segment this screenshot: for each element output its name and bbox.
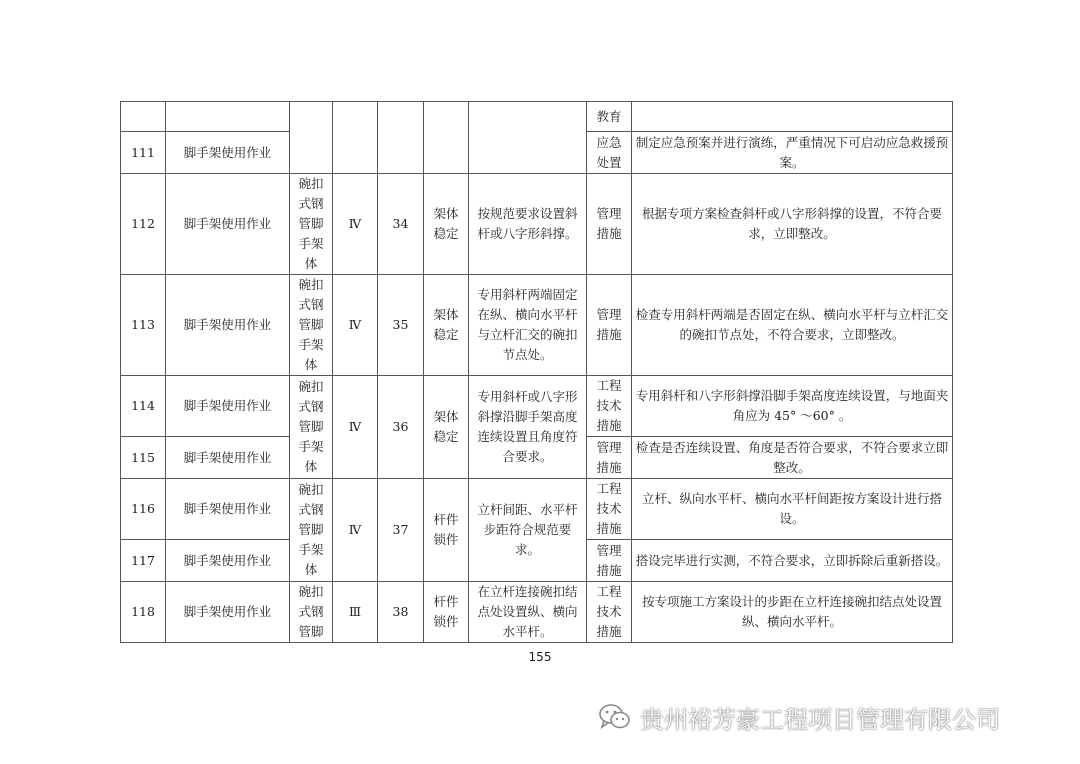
measure-type-cell: 工程 技术 措施 (587, 582, 632, 643)
serial-cell: 111 (121, 132, 166, 174)
standard-cell: 在立杆连接碗扣结点处设置纵、横向水平杆。 (469, 582, 587, 643)
table-row (121, 275, 953, 376)
measure-type-cell: 应急 处置 (587, 132, 632, 174)
serial-cell: 118 (121, 582, 166, 643)
operation-cell: 脚手架使用作业 (166, 376, 290, 437)
equipment-cell (290, 102, 333, 174)
level-cell: Ⅳ (333, 174, 378, 275)
equipment-cell: 碗扣 式钢 管脚 手架 体 (290, 376, 333, 479)
serial-cell: 116 (121, 479, 166, 540)
measure-cell: 制定应急预案并进行演练，严重情况下可启动应急救援预案。 (632, 132, 953, 174)
operation-cell: 脚手架使用作业 (166, 174, 290, 275)
page-number: 155 (528, 650, 552, 664)
standard-cell (469, 102, 587, 174)
operation-cell (166, 102, 290, 132)
standard-cell: 立杆间距、水平杆步距符合规范要求。 (469, 479, 587, 582)
standard-cell: 专用斜杆或八字形斜撑沿脚手架高度连续设置且角度符合要求。 (469, 376, 587, 479)
seq-cell (378, 102, 424, 174)
standard-cell: 按规范要求设置斜杆或八字形斜撑。 (469, 174, 587, 275)
measure-type-cell: 工程 技术 措施 (587, 376, 632, 437)
category-cell (424, 102, 469, 174)
level-cell: Ⅳ (333, 376, 378, 479)
watermark (598, 700, 1000, 734)
measure-cell: 专用斜杆和八字形斜撑沿脚手架高度连续设置，与地面夹角应为 45° ～60° 。 (632, 376, 953, 437)
operation-cell: 脚手架使用作业 (166, 275, 290, 376)
measure-cell: 立杆、纵向水平杆、横向水平杆间距按方案设计进行搭设。 (632, 479, 953, 540)
measure-type-cell: 工程 技术 措施 (587, 479, 632, 540)
operation-cell: 脚手架使用作业 (166, 132, 290, 174)
measure-cell: 根据专项方案检查斜杆或八字形斜撑的设置，不符合要求，立即整改。 (632, 174, 953, 275)
standard-cell: 专用斜杆两端固定在纵、横向水平杆与立杆汇交的碗扣节点处。 (469, 275, 587, 376)
equipment-cell: 碗扣 式钢 管脚 手架 体 (290, 479, 333, 582)
wechat-icon (598, 702, 632, 732)
watermark-text: 贵州裕芳豪工程项目管理有限公司 (640, 705, 1000, 734)
measure-cell: 检查专用斜杆两端是否固定在纵、横向水平杆与立杆汇交的碗扣节点处，不符合要求，立即整改。 (632, 275, 953, 376)
category-cell: 杆件 锁件 (424, 582, 469, 643)
measure-cell (632, 102, 953, 132)
level-cell: Ⅳ (333, 479, 378, 582)
category-cell: 架体 稳定 (424, 275, 469, 376)
serial-cell: 113 (121, 275, 166, 376)
seq-cell: 35 (378, 275, 424, 376)
seq-cell: 38 (378, 582, 424, 643)
measure-type-cell: 教育 (587, 102, 632, 132)
equipment-cell: 碗扣 式钢 管脚 手架 体 (290, 174, 333, 275)
seq-cell: 37 (378, 479, 424, 582)
level-cell: Ⅳ (333, 275, 378, 376)
operation-cell: 脚手架使用作业 (166, 437, 290, 479)
seq-cell: 36 (378, 376, 424, 479)
risk-control-table (120, 101, 953, 643)
table-row (121, 479, 953, 540)
measure-type-cell: 管理 措施 (587, 174, 632, 275)
serial-cell: 115 (121, 437, 166, 479)
table-row (121, 174, 953, 275)
serial-cell: 112 (121, 174, 166, 275)
serial-cell (121, 102, 166, 132)
table-row (121, 582, 953, 643)
operation-cell: 脚手架使用作业 (166, 582, 290, 643)
equipment-cell: 碗扣 式钢 管脚 手架 体 (290, 275, 333, 376)
operation-cell: 脚手架使用作业 (166, 479, 290, 540)
measure-type-cell: 管理 措施 (587, 540, 632, 582)
category-cell: 架体 稳定 (424, 174, 469, 275)
level-cell (333, 102, 378, 174)
measure-cell: 按专项施工方案设计的步距在立杆连接碗扣结点处设置纵、横向水平杆。 (632, 582, 953, 643)
seq-cell: 34 (378, 174, 424, 275)
table-row (121, 102, 953, 132)
category-cell: 杆件 锁件 (424, 479, 469, 582)
measure-cell: 检查是否连续设置、角度是否符合要求，不符合要求立即整改。 (632, 437, 953, 479)
measure-cell: 搭设完毕进行实测，不符合要求，立即拆除后重新搭设。 (632, 540, 953, 582)
equipment-cell: 碗扣 式钢 管脚 (290, 582, 333, 643)
category-cell: 架体 稳定 (424, 376, 469, 479)
table-row (121, 376, 953, 437)
level-cell: Ⅲ (333, 582, 378, 643)
serial-cell: 114 (121, 376, 166, 437)
serial-cell: 117 (121, 540, 166, 582)
measure-type-cell: 管理 措施 (587, 275, 632, 376)
measure-type-cell: 管理 措施 (587, 437, 632, 479)
operation-cell: 脚手架使用作业 (166, 540, 290, 582)
